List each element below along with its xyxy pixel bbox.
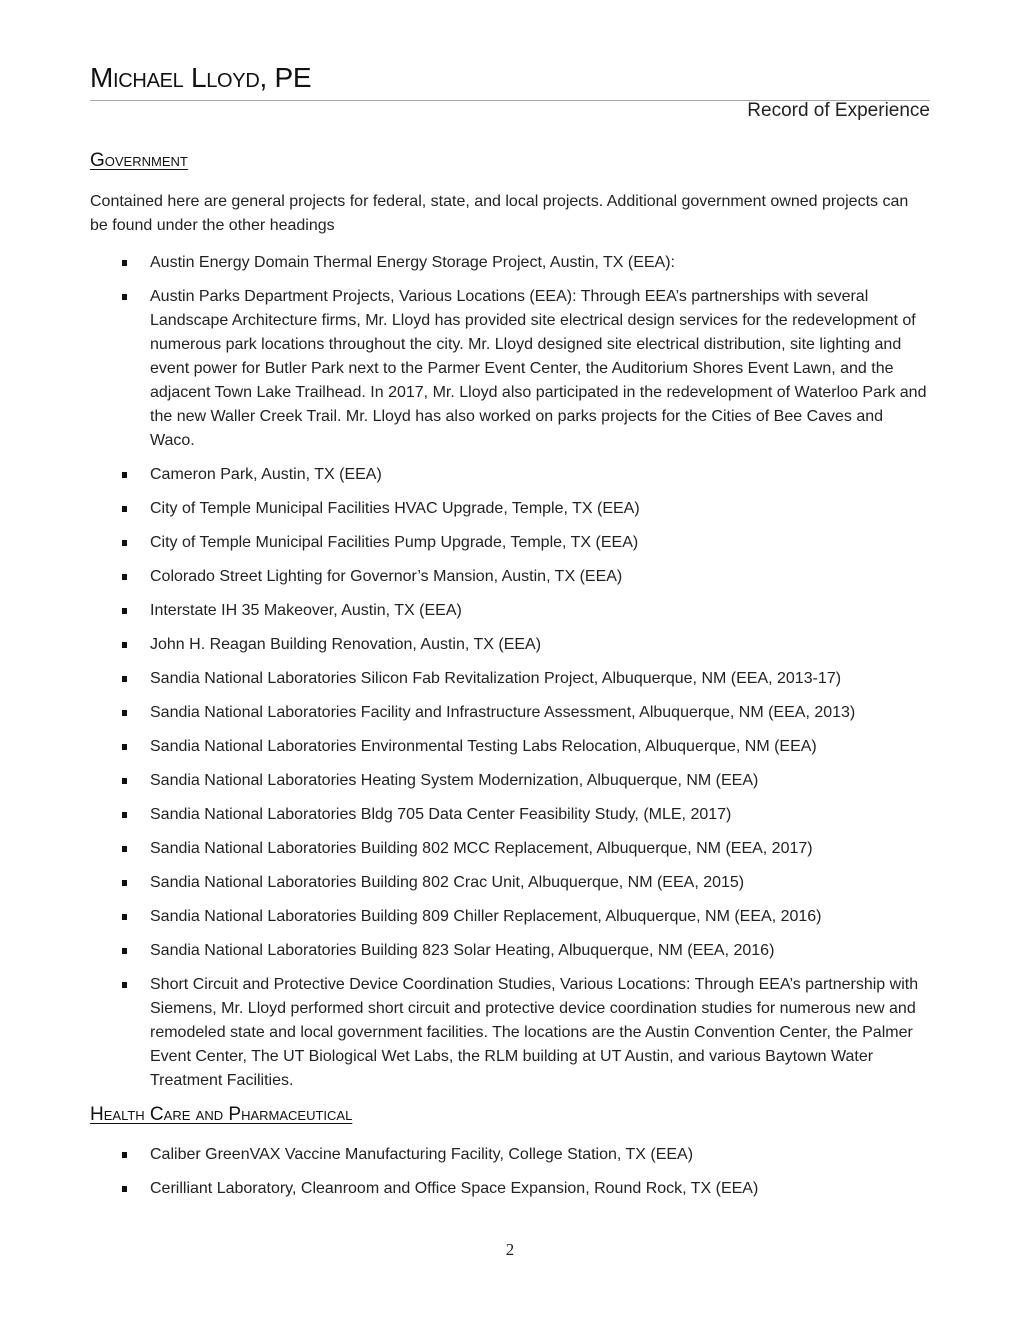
list-item: Austin Energy Domain Thermal Energy Storage Project, Austin, TX (EEA): (90, 251, 930, 275)
bullet-icon (122, 642, 127, 648)
list-item: Sandia National Laboratories Silicon Fab Revitalization Project, Albuquerque, NM (EEA, 2013-17) (90, 667, 930, 691)
list-item: Sandia National Laboratories Building 809 Chiller Replacement, Albuquerque, NM (EEA, 2016) (90, 905, 930, 929)
bullet-icon (122, 294, 127, 300)
list-item: Cerilliant Laboratory, Cleanroom and Office Space Expansion, Round Rock, TX (EEA) (90, 1177, 930, 1201)
bullet-icon (122, 846, 127, 852)
list-item: Interstate IH 35 Makeover, Austin, TX (EEA) (90, 599, 930, 623)
bullet-icon (122, 540, 127, 546)
bullet-icon (122, 574, 127, 580)
bullet-icon (122, 676, 127, 682)
list-item: Short Circuit and Protective Device Coordination Studies, Various Locations: Through EEA’s partnership with Siemens, Mr. Lloyd performed short circuit and protective device coordination studies for numerous new and remodeled state and local government facilities. The locations are the Austin Convention Center, the Palmer Event Center, The UT Biological Wet Labs, the RLM building at UT Austin, and various Baytown Water Treatment Facilities. (90, 973, 930, 1093)
list-item: Austin Parks Department Projects, Various Locations (EEA): Through EEA’s partnerships with several Landscape Architecture firms, Mr. Lloyd has provided site electrical design services for the redevelopment of numerous park locations throughout the city. Mr. Lloyd designed site electrical distribution, site lighting and event power for Butler Park next to the Parmer Event Center, the Auditorium Shores Event Lawn, and the adjacent Town Lake Trailhead. In 2017, Mr. Lloyd also participated in the redevelopment of Waterloo Park and the new Waller Creek Trail. Mr. Lloyd has also worked on parks projects for the Cities of Bee Caves and Waco. (90, 285, 930, 453)
list-item: City of Temple Municipal Facilities HVAC Upgrade, Temple, TX (EEA) (90, 497, 930, 521)
list-item: Sandia National Laboratories Environmental Testing Labs Relocation, Albuquerque, NM (EEA) (90, 735, 930, 759)
bullet-icon (122, 812, 127, 818)
list-item: Sandia National Laboratories Building 823 Solar Heating, Albuquerque, NM (EEA, 2016) (90, 939, 930, 963)
list-item: Caliber GreenVAX Vaccine Manufacturing Facility, College Station, TX (EEA) (90, 1143, 930, 1167)
bullet-icon (122, 608, 127, 614)
bullet-icon (122, 260, 127, 266)
government-project-list (90, 251, 930, 1103)
list-item: Colorado Street Lighting for Governor’s Mansion, Austin, TX (EEA) (90, 565, 930, 589)
bullet-icon (122, 710, 127, 716)
list-item: Sandia National Laboratories Bldg 705 Data Center Feasibility Study, (MLE, 2017) (90, 803, 930, 827)
list-item: City of Temple Municipal Facilities Pump Upgrade, Temple, TX (EEA) (90, 531, 930, 555)
bullet-icon (122, 914, 127, 920)
bullet-icon (122, 506, 127, 512)
list-item: Sandia National Laboratories Building 802 MCC Replacement, Albuquerque, NM (EEA, 2017) (90, 837, 930, 861)
bullet-icon (122, 778, 127, 784)
list-item: Sandia National Laboratories Building 802 Crac Unit, Albuquerque, NM (EEA, 2015) (90, 871, 930, 895)
list-item: Sandia National Laboratories Facility and Infrastructure Assessment, Albuquerque, NM (EEA, 2013) (90, 701, 930, 725)
person-name-title: Michael Lloyd, PE (90, 62, 312, 93)
section-heading-health-care: Health Care and Pharmaceutical (90, 1104, 353, 1125)
health-care-project-list (90, 1143, 930, 1211)
list-item: Cameron Park, Austin, TX (EEA) (90, 463, 930, 487)
bullet-icon (122, 948, 127, 954)
bullet-icon (122, 982, 127, 988)
bullet-icon (122, 744, 127, 750)
list-item: Sandia National Laboratories Heating System Modernization, Albuquerque, NM (EEA) (90, 769, 930, 793)
page-number: 2 (505, 1240, 515, 1259)
government-intro: Contained here are general projects for federal, state, and local projects. Additional government owned projects can be found under the other headings (90, 193, 909, 234)
section-heading-government: Government (90, 150, 188, 171)
bullet-icon (122, 880, 127, 886)
bullet-icon (122, 1186, 127, 1192)
document-subtitle: Record of Experience (747, 100, 930, 121)
bullet-icon (122, 472, 127, 478)
list-item: John H. Reagan Building Renovation, Austin, TX (EEA) (90, 633, 930, 657)
bullet-icon (122, 1152, 127, 1158)
